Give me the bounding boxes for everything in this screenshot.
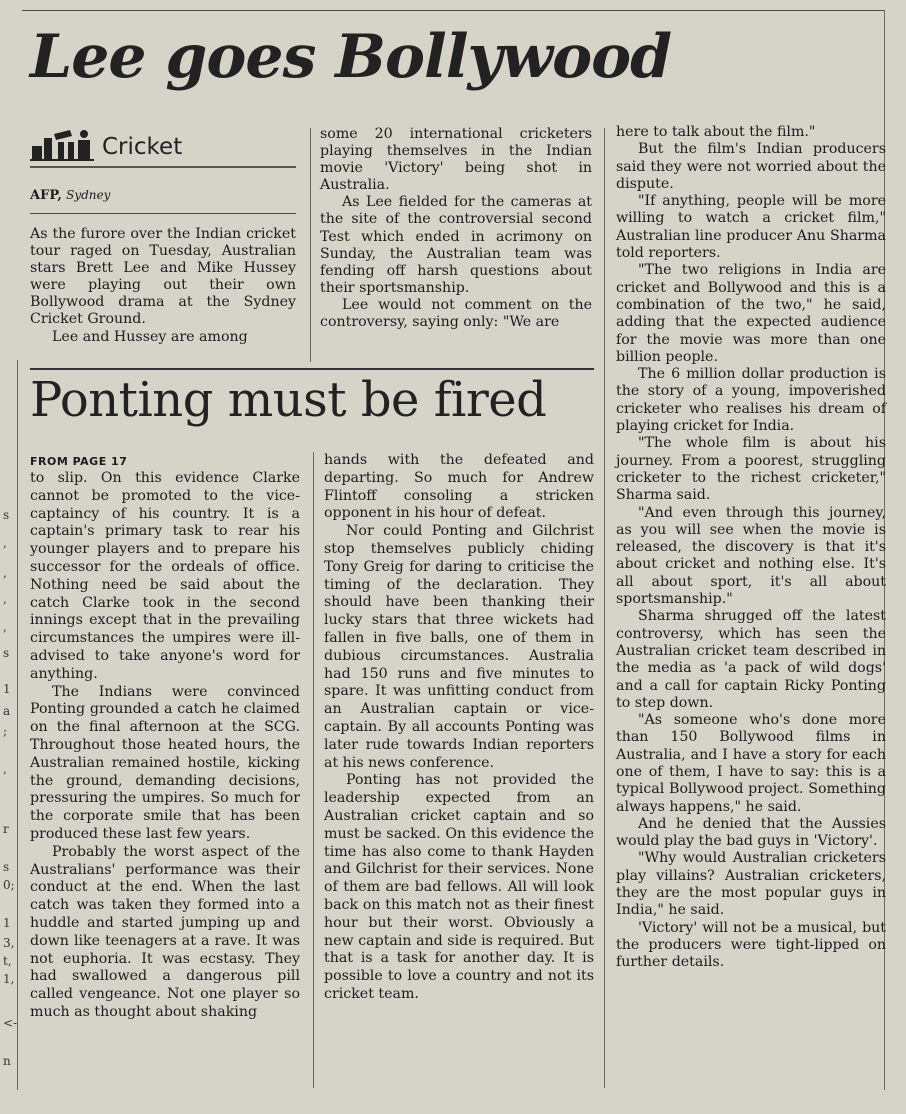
byline (30, 188, 110, 203)
margin-mark: s (3, 508, 10, 522)
paragraph: But the film's Indian producers said they were not worried about the dispute. (616, 141, 886, 192)
paragraph: 'Victory' will not be a musical, but the producers were tight-lipped on further details. (616, 919, 886, 971)
margin-mark: t, (3, 954, 12, 968)
article2-column-2 (324, 452, 594, 1004)
byline-agency: AFP, (30, 188, 62, 203)
paragraph: "The whole film is about his journey. From a poorest, struggling cricketer to the richest cricketer," Sharma said. (616, 435, 886, 504)
margin-mark: a (3, 704, 11, 718)
byline-rule (30, 213, 296, 214)
margin-mark: , (3, 592, 7, 606)
paragraph: "Why would Australian cricketers play villains? Australian cricketers, they are the most popular guys in India," he said. (616, 850, 886, 919)
paragraph: As Lee fielded for the cameras at the site of the controversial second Test which ended in acrimony on Sunday, the Australian team was fending off harsh questions about their sportsmanship. (320, 194, 592, 296)
paragraph: Nor could Ponting and Gilchrist stop themselves publicly chiding Tony Greig for daring to criticise the timing of the declaration. They should have been thanking their lucky stars that three wickets had fallen in five balls, one of them in dubious circumstances. Australia had 150 runs and five minutes to spare. It was unfitting conduct from an Australian captain or vice-captain. By all accounts Ponting was later rude towards Indian reporters at his news conference. (324, 523, 594, 771)
margin-mark: 3, (3, 936, 15, 950)
margin-mark: , (3, 566, 7, 580)
headline-ponting-must-be-fired: Ponting must be fired (30, 372, 547, 428)
paragraph: As the furore over the Indian cricket tour raged on Tuesday, Australian stars Brett Lee and Mike Hussey were playing out their own Bollywood drama at the Sydney Cricket Ground. (30, 226, 296, 328)
paragraph: Lee and Hussey are among (52, 328, 248, 345)
headline-lee-goes-bollywood: Lee goes Bollywood (30, 22, 672, 92)
margin-mark: ; (3, 724, 8, 738)
article-separator-rule (30, 368, 594, 370)
margin-mark: r (3, 822, 9, 836)
margin-mark: 1, (3, 972, 15, 986)
paragraph: Probably the worst aspect of the Australians' performance was their conduct at the end. When the last catch was taken they formed into a huddle and started jumping up and down like teenagers at a rave. It was not euphoria. It was ecstasy. They had swallowed a dangerous pill called vengeance. Not one player so much as thought about shaking (30, 843, 300, 1020)
margin-mark: , (3, 762, 7, 776)
paragraph: to slip. On this evidence Clarke cannot be promoted to the vice-captaincy of his country. It is a captain's primary task to rear his younger players and to prepare his successor for the ordeals of office. Nothing need be said about the catch Clarke took in the second innings except that in the prevailing circumstances the umpires were ill-advised to take anyone's word for anything. (30, 470, 300, 682)
margin-mark: , (3, 536, 7, 550)
paragraph: Ponting has not provided the leadership expected from an Australian cricket captain and so must be sacked. On this evidence the time has also come to thank Hayden and Gilchrist for their services. None of them are bad fellows. All will look back on this match not as their finest hour but their worst. Obviously a new captain and side is required. But that is a task for another day. It is possible to love a country and not its cricket team. (324, 772, 594, 1002)
paragraph: "And even through this journey, as you will see when the movie is released, the discovery is that it's about cricket and nothing else. It's all about sport, it's all about sportsmanship." (616, 504, 886, 608)
cricket-logo-icon (30, 128, 96, 162)
article2-column-1 (30, 470, 300, 1022)
paragraph: "The two religions in India are cricket and Bollywood and this is a combination of the two," he said, adding that the expected audience for the movie was more than one billion people. (616, 262, 886, 365)
column-divider (313, 452, 314, 1088)
left-margin-rule (17, 360, 18, 1090)
paragraph: Lee would not comment on the controversy, saying only: "We are (320, 296, 592, 331)
byline-city: Sydney (66, 188, 111, 202)
paragraph: "If anything, people will be more willing to watch a cricket film," Australian line producer Anu Sharma told reporters. (616, 193, 886, 262)
margin-mark: s (3, 860, 10, 874)
section-rule (30, 166, 296, 168)
article1-column-1 (30, 226, 296, 346)
top-rule (22, 10, 884, 11)
paragraph: some 20 international cricketers playing themselves in the Indian movie 'Victory' being shot in Australia. (320, 126, 592, 194)
paragraph: The 6 million dollar production is the story of a young, impoverished cricketer who realises his dream of playing cricket for India. (616, 366, 886, 435)
margin-mark: , (3, 620, 7, 634)
column-divider (604, 128, 605, 1088)
paragraph: "As someone who's done more than 150 Bollywood films in Australia, and I have a story for each one of them, I have to say: this is a typical Bollywood project. Something always happens," he said. (616, 712, 886, 815)
margin-mark: <- (3, 1016, 18, 1030)
margin-mark: 1 (3, 916, 11, 930)
margin-mark: 0; (3, 878, 15, 892)
from-page-label: FROM PAGE 17 (30, 455, 128, 468)
margin-mark: s (3, 646, 10, 660)
paragraph: Sharma shrugged off the latest controversy, which has seen the Australian cricket team described in the media as 'a pack of wild dogs' and a call for captain Ricky Ponting to step down. (616, 608, 886, 711)
paragraph: The Indians were convinced Ponting grounded a catch he claimed on the final afternoon at the SCG. Throughout those heated hours, the Australian remained hostile, kicking the ground, demanding decisions, pressuring the umpires. So much for the corporate smile that has been produced these last few years. (30, 683, 300, 842)
margin-mark: 1 (3, 682, 11, 696)
article1-column-3 (616, 124, 886, 972)
section-label-cricket: Cricket (102, 134, 183, 160)
paragraph: hands with the defeated and departing. So much for Andrew Flintoff consoling a stricken opponent in his hour of defeat. (324, 452, 594, 522)
margin-mark: n (3, 1054, 11, 1068)
paragraph: And he denied that the Aussies would play the bad guys in 'Victory'. (616, 815, 886, 850)
column-divider (310, 128, 311, 362)
paragraph: here to talk about the film." (616, 124, 816, 140)
article1-column-2 (320, 126, 592, 331)
